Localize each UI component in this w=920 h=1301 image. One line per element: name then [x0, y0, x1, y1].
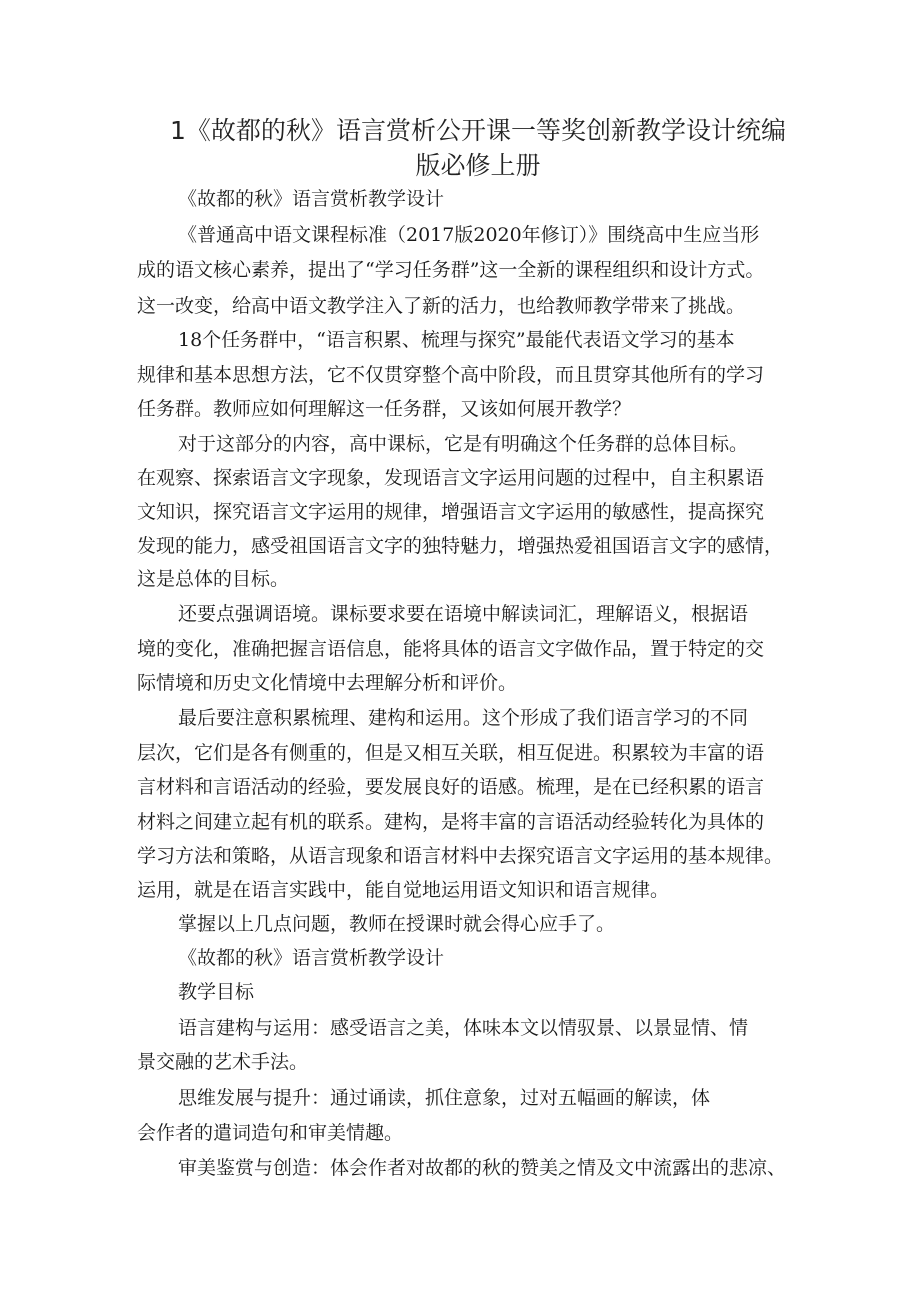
paragraph-line: 会作者的遣词造句和审美情趣。 — [137, 1122, 404, 1144]
paragraph-line: 际情境和历史文化情境中去理解分析和评价。 — [137, 672, 518, 694]
section-heading: 《故都的秋》语言赏析教学设计 — [178, 188, 445, 210]
paragraph-line: 学习方法和策略，从语言现象和语言材料中去探究语言文字运用的基本规律。 — [137, 845, 784, 867]
title-line-1: 1《故都的秋》语言赏析公开课一等奖创新教学设计统编 — [170, 116, 786, 145]
paragraph-line: 层次，它们是各有侧重的，但是又相互关联，相互促进。积累较为丰富的语 — [137, 742, 765, 764]
paragraph-line: 发现的能力，感受祖国语言文字的独特魅力，增强热爱祖国语言文字的感情， — [137, 535, 784, 557]
paragraph-line: 文知识，探究语言文字运用的规律，增强语言文字运用的敏感性，提高探究 — [137, 501, 765, 523]
paragraph-line: 还要点强调语境。课标要求要在语境中解读词汇，理解语义，根据语 — [178, 603, 749, 625]
section-heading: 《故都的秋》语言赏析教学设计 — [178, 947, 445, 969]
paragraph-line: 运用，就是在语言实践中，能自觉地运用语文知识和语言规律。 — [137, 879, 670, 901]
paragraph-line: 审美鉴赏与创造：体会作者对故都的秋的赞美之情及文中流露出的悲凉、 — [178, 1157, 787, 1179]
paragraph-line: 任务群。教师应如何理解这一任务群，又该如何展开教学？ — [137, 398, 632, 420]
paragraph-line: 景交融的艺术手法。 — [137, 1051, 309, 1073]
section-heading: 教学目标 — [178, 981, 255, 1003]
title-line-2: 版必修上册 — [415, 151, 541, 180]
paragraph-line: 规律和基本思想方法，它不仅贯穿整个高中阶段，而且贯穿其他所有的学习 — [137, 364, 765, 386]
paragraph-line: 在观察、探索语言文字现象，发现语言文字运用问题的过程中，自主积累语 — [137, 467, 765, 489]
paragraph-line: 掌握以上几点问题，教师在授课时就会得心应手了。 — [178, 913, 616, 935]
paragraph-line: 材料之间建立起有机的联系。建构，是将丰富的言语活动经验转化为具体的 — [137, 811, 765, 833]
paragraph-line: 这一改变，给高中语文教学注入了新的活力，也给教师教学带来了挑战。 — [137, 295, 746, 317]
paragraph-line: 对于这部分的内容，高中课标，它是有明确这个任务群的总体目标。 — [178, 433, 749, 455]
paragraph-line: 成的语文核心素养，提出了“学习任务群”这一全新的课程组织和设计方式。 — [137, 259, 765, 281]
paragraph-line: 这是总体的目标。 — [137, 568, 290, 590]
document-title — [138, 113, 818, 183]
paragraph-line: 语言建构与运用：感受语言之美，体味本文以情驭景、以景显情、情 — [178, 1017, 749, 1039]
paragraph-line: 境的变化，准确把握言语信息，能将具体的语言文字做作品，置于特定的交 — [137, 638, 765, 660]
paragraph-line: 18个任务群中，“语言积累、梳理与探究”最能代表语文学习的基本 — [178, 329, 735, 351]
paragraph-line: 《普通高中语文课程标准（2017版2020年修订）》围绕高中生应当形 — [178, 224, 760, 246]
paragraph-line: 最后要注意积累梳理、建构和运用。这个形成了我们语言学习的不同 — [178, 707, 749, 729]
paragraph-line: 思维发展与提升：通过诵读，抓住意象，过对五幅画的解读，体 — [178, 1087, 711, 1109]
paragraph-line: 言材料和言语活动的经验，要发展良好的语感。梳理，是在已经积累的语言 — [137, 776, 765, 798]
